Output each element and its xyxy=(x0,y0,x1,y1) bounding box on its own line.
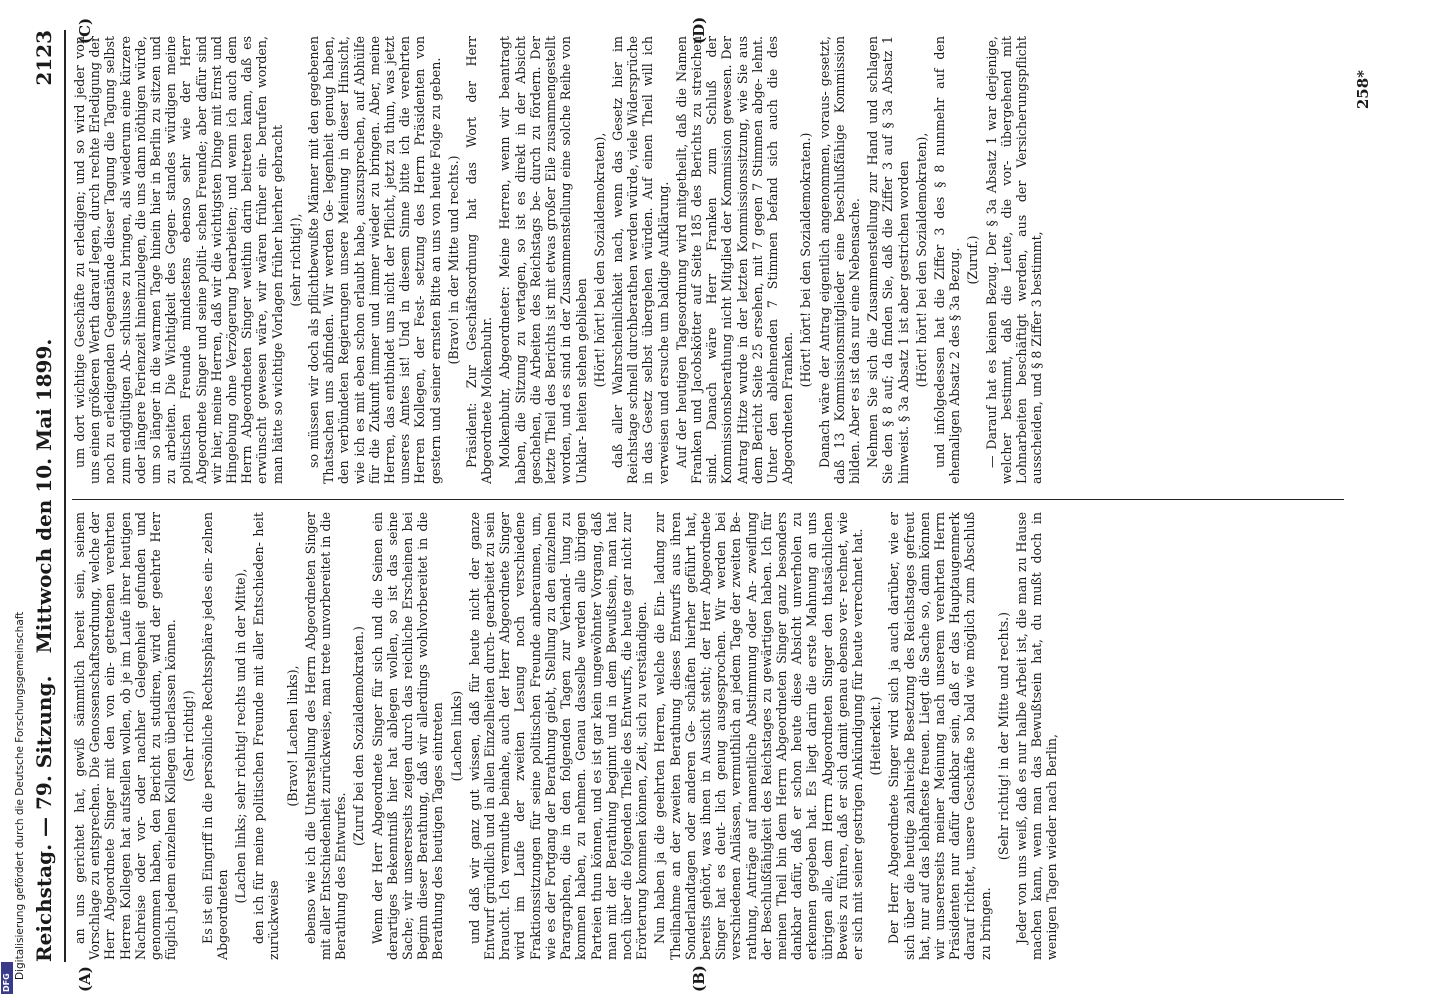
paragraph: Jeder von uns weiß, daß es nur halbe Arbeit ist, die man zu Hause machen kann, wenn man das Bewußtsein hat, du mußt doch in wenigen Tagen wieder nach Berlin, xyxy=(1013,512,1060,960)
sheet-signature: 258* xyxy=(1354,70,1372,110)
paragraph: und infolgedessen hat die Ziffer 3 des § 8 nunmehr auf den ehemaligen Absatz 2 des § 3a Bezug. xyxy=(931,36,963,484)
stage-remark: (Sehr richtig! in der Mitte und rechts.) xyxy=(995,611,1011,861)
stage-remark: (Hört! hört! bei den Sozialdemokraten), xyxy=(913,132,929,388)
paragraph: Molkenbuhr, Abgeordneter: Meine Herren, wenn wir beantragt haben, die Sitzung zu vertagen, so ist es direkt in der Absicht geschehen, die Arbeiten des Reichstags be- durch zu fördern. Der letzte Theil des Berichts ist mit etwas großer Eile zusammengestellt worden, und es sind in der Zusammenstellung eine solche Reihe von Unklar- heiten stehen geblieben xyxy=(497,36,589,484)
paragraph: Nehmen Sie sich die Zusammenstellung zur Hand und schlagen Sie den § 8 auf; da finden Sie, daß die Ziffer 3 auf § 3a Absatz 1 hinweist. § 3a Absatz 1 ist aber gestrichen worden xyxy=(865,36,911,484)
paragraph: Wenn der Herr Abgeordnete Singer für sich und die Seinen ein derartiges Bekenntniß hier hat ablegen wollen, so ist das seine Sache; wir unsererseits zeigen durch das reichliche Erscheinen bei Beginn dieser Berathung, daß wir allerdings wohlvorbereitet in die Berathung des heutigen Tages eintreten xyxy=(369,512,446,960)
paragraph: und daß wir ganz gut wissen, daß für heute nicht der ganze Entwurf gründlich und in allen Einzelheiten durch- gearbeitet zu sein braucht. Ich vermuthe beinahe, auch der Herr Abgeordnete Singer wird im Laufe der zweiten Lesung noch verschiedene Fraktionssitzungen für seine politischen Freunde anberaumen, um, wie es der Fortgang der Berathung giebt, Stellung zu den einzelnen Paragraphen, die in den folgenden Tagen zur Verhand- lung zu kommen haben, zu nehmen. Genau dasselbe werden alle übrigen Parteien thun können, und es ist gar kein ungewöhnter Vorgang, daß man mit der Berathung beginnt und in dem Bewußtsein, man hat noch über die folgenden Theile des Entwurfs, die heute gar nicht zur Erörterung kommen können, Zeit, sich zu verständigen. xyxy=(466,512,650,960)
stage-remark: (Sehr richtig!) xyxy=(181,690,197,782)
paragraph: Danach wäre der Antrag eigentlich angenommen, voraus- gesetzt, daß 13 Kommissionsmitglieder eine beschlußfähige Kommission bilden. Aber es ist das nur eine Nebensache. xyxy=(816,36,862,484)
stage-remark: (Hört! hört! bei den Sozialdemokraten), xyxy=(591,132,607,388)
margin-marker-a: (A) xyxy=(76,966,94,992)
paragraph: Präsident: Zur Geschäftsordnung hat das Wort der Herr Abgeordnete Molkenbuhr. xyxy=(464,36,495,484)
paragraph: — Darauf hat es keinen Bezug. Der § 3a Absatz 1 war derjenige, welcher bestimmt, daß die Leute, die vor- übergehend mit Lohnarbeiten beschäftigt werden, aus der Versicherungspflicht ausscheiden, und § 8 Ziffer 3 bestimmt, xyxy=(983,36,1045,484)
credit-text: Digitalisierung gefördert durch die Deutsche Forschungsgemeinschaft xyxy=(14,611,26,980)
stage-remark: (Lachen links) xyxy=(448,690,464,782)
paragraph: Nun haben ja die geehrten Herren, welche die Ein- ladung zur Theilnahme an der zweiten Berathung dieses Entwurfs aus ihren Sonderlandtagen oder anderen Ge- schäften hierher geführt hat, bereits gehört, was ihnen in Aussicht steht; der Herr Abgeordnete Singer hat es deut- lich genug ausgesprochen. Wir werden bei verschiedenen Anlässen, vermuthlich an jedem Tage der zweiten Be- rathung, Anträge auf namentliche Abstimmung oder An- zweiflung der Beschlußfähigkeit des Reichstages zu gewärtigen haben. Ich für meinen Theil bin dem Herrn Abgeordneten Singer ganz besonders dankbar dafür, daß er schon heute diese Absicht unverholen zu erkennen gegeben hat. Es liegt darin die erste Mahnung an uns übrigen alle, dem Herrn Abgeordneten Singer den thatsächlichen Beweis zu führen, daß er sich damit genau ebenso ver- rechnet, wie er sich mit seiner gestrigen Ankündigung für heute verrechnet hat. xyxy=(652,512,865,960)
margin-marker-c: (C) xyxy=(76,17,94,44)
right-text-column xyxy=(72,36,1344,484)
paragraph: den ich für meine politischen Freunde mit aller Entschieden- heit zurückweise xyxy=(251,512,282,960)
paragraph: ebenso wie ich die Unterstellung des Herrn Abgeordneten Singer mit aller Entschiedenheit zurückweise, man trete unvorbereitet in die Berathung des Entwurfes. xyxy=(302,512,349,960)
paragraph: daß aller Wahrscheinlichkeit nach, wenn das Gesetz hier im Reichstage schnell durchberathen werden würde, viele Widersprüche in das Gesetz selbst übergehen würden. Auf einen Theil will ich verweisen und ersuche um baldige Aufklärung. xyxy=(609,36,671,484)
header-date: Mittwoch den 10. Mai 1899. xyxy=(32,338,56,654)
stage-remark: (Bravo! Lachen links), xyxy=(284,665,300,807)
stage-remark: (Lachen links; sehr richtig! rechts und in der Mitte), xyxy=(233,568,249,904)
stage-remark: (Zuruf bei den Sozialdemokraten.) xyxy=(351,626,367,846)
paragraph: Auf der heutigen Tagesordnung wird mitgetheilt, daß die Namen Franken und Jacobskötter auf Seite 185 des Berichts zu streichen sind. Danach wäre Herr Franken zum Schluß der Kommissionsberathung nicht Mitglied der Kommission gewesen. Der Antrag Hitze wurde in der letzten Kommissionssitzung, wie Sie aus dem Bericht Seite 25 ersehen, mit 7 gegen 7 Stimmen abge- lehnt. Unter den ablehnenden 7 Stimmen befand sich auch die des Abgeordneten Franken. xyxy=(673,36,796,484)
page-header xyxy=(30,30,66,962)
stage-remark: (Zuruf.) xyxy=(965,235,981,285)
paragraph: Es ist ein Eingriff in die persönliche Rechtssphäre jedes ein- zelnen Abgeordneten xyxy=(199,512,230,960)
stage-remark: (Hört! hört! bei den Sozialdemokraten.) xyxy=(798,132,814,388)
margin-marker-b: (B) xyxy=(690,965,708,992)
column-divider xyxy=(72,499,1344,500)
margin-marker-d: (D) xyxy=(690,16,708,44)
paragraph: an uns gerichtet hat, gewiß sämmtlich bereit sein, seinem Vorschlage zu entsprechen. Die Genossenschaftsordnung, welche der Herr Abgeordnete Singer mit den von ein- getretenen verehrten Herren Kollegen hat aufstellen wollen, ob je im Laufe ihrer heutigen Nachreise oder vor- oder nachher Gelegenheit gefunden und genommen haben, den Bericht zu studiren, wird der geehrte Herr füglich jedem einzelnen Kollegen überlassen können. xyxy=(72,512,179,960)
paragraph: um dort wichtige Geschäfte zu erledigen; und so wird jeder von uns einen größeren Werth darauf legen, durch rechte Erledigung der noch zu erledigenden Gegenstände dieser Tagung die Tagung selbst zum endgültigen Ab- schlusse zu bringen, als wiederum eine kürzere oder längere Ferienzeit hineinzulegen, die uns dann nöthigen würde, um so länger in die warmen Tage hinein hier in Berlin zu sitzen und zu arbeiten. Die Wichtigkeit des Gegen- standes würdigen meine politischen Freunde mindestens ebenso sehr wie der Herr Abgeordnete Singer und seine politi- schen Freunde; aber dafür sind wir hier, meine Herren, daß wir die wichtigsten Dinge mit Ernst und Hingebung ohne Verzögerung bearbeiten; und wenn ich auch dem Herrn Abgeordneten Singer weithin darin beitreten kann, daß es erwünscht gewesen wäre, wir wären früher ein- berufen worden, man hätte so wichtige Vorlagen früher hierher gebracht xyxy=(72,36,285,484)
dfg-logo-text: DFG xyxy=(2,973,11,992)
header-session: Reichstag. — 79. Sitzung. xyxy=(32,675,56,962)
stage-remark: (sehr richtig!), xyxy=(287,213,303,307)
paragraph: Der Herr Abgeordnete Singer wird sich ja auch darüber, wie er sich über die heutige zahlreiche Besetzung des Reichstages gefreut hat, nur auf das lebhafteste freuen. Liegt die Sache so, dann können wir unsererseits meiner Meinung nach unserem verehrten Herrn Präsidenten nur dafür dankbar sein, daß er das Hauptaugenmerk darauf richtet, unsere Geschäfte so bald wie möglich zum Abschluß zu bringen. xyxy=(886,512,993,960)
paragraph: so müssen wir doch als pflichtbewußte Männer mit den gegebenen Thatsachen uns abfinden. Wir werden Ge- legenheit genug haben, den verbündeten Regierungen unsere Meinung in dieser Hinsicht, wie ich es mit eben schon erlaubt habe, auszusprechen, auf Abhülfe für die Zukunft immer und immer wieder zu bringen. Aber, meine Herren, das entbindet uns nicht der Pflicht, jetzt zu thun, was jetzt unseres Amtes ist! Und in diesem Sinne bitte ich die verehrten Herren Kollegen, der Fest- setzung des Herrn Präsidenten von gestern und seiner ernsten Bitte an uns von heute Folge zu geben. xyxy=(306,36,443,484)
header-page-number: 2123 xyxy=(32,30,56,86)
stage-remark: (Heiterkeit.) xyxy=(868,696,884,776)
left-text-column xyxy=(72,512,1344,960)
stage-remark: (Bravo! in der Mitte und rechts.) xyxy=(445,155,461,365)
